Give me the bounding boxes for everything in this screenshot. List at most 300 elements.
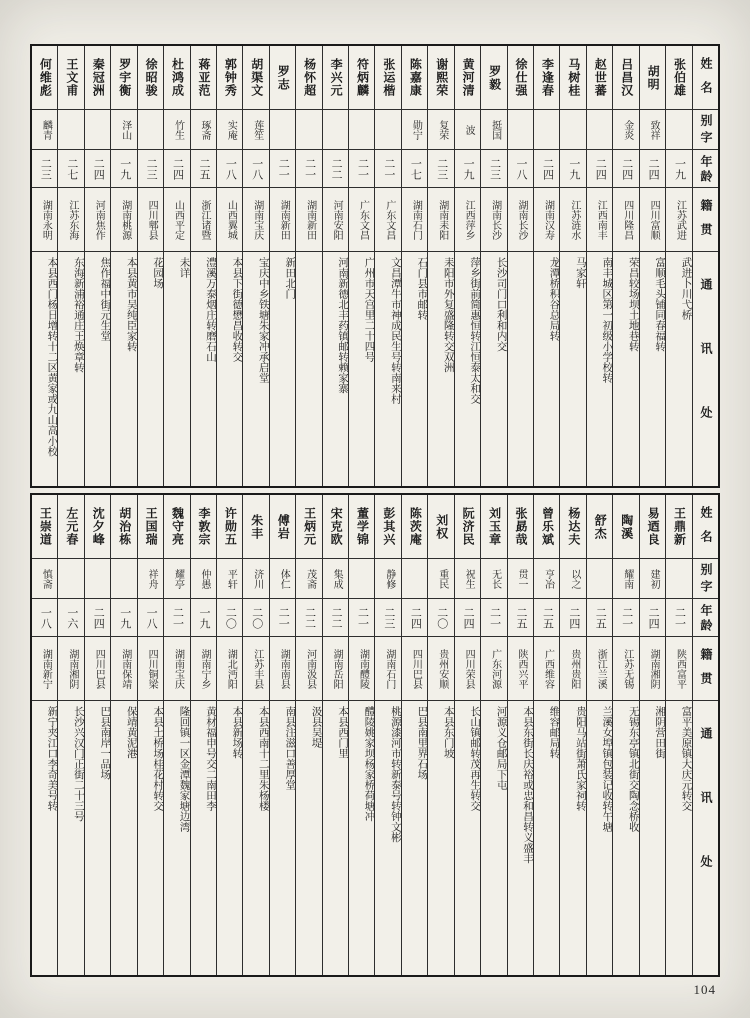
row-label-origin: 籍贯 <box>693 637 718 701</box>
person-origin: 江苏丰县 <box>243 637 268 701</box>
person-column <box>402 495 428 975</box>
person-age: 二一 <box>349 150 374 188</box>
person-column <box>296 46 322 486</box>
person-origin: 湖南永明 <box>32 188 57 252</box>
person-column <box>587 495 613 975</box>
person-contact: 湘阴营田街 <box>654 706 666 759</box>
person-name: 徐昭骏 <box>138 46 163 110</box>
person-age: 二四 <box>164 150 189 188</box>
person-origin: 四川巴县 <box>402 637 427 701</box>
person-name: 陈茨庵 <box>402 495 427 559</box>
person-contact: 桃源漆河市转新泰号转钟文彬 <box>389 706 401 843</box>
person-contact: 武进卜川弋桥 <box>680 257 692 320</box>
person-name: 蒋亚范 <box>191 46 216 110</box>
person-age: 一九 <box>560 150 585 188</box>
person-contact: 花园场 <box>152 257 164 289</box>
person-name: 沈夕峰 <box>85 495 110 559</box>
person-contact: 荣昌较场坝土地巷转 <box>627 257 639 352</box>
person-age: 一七 <box>402 150 427 188</box>
person-column <box>138 46 164 486</box>
person-alias: 金炎 <box>613 110 638 150</box>
person-column <box>534 46 560 486</box>
person-origin: 湖南石门 <box>402 188 427 252</box>
person-name: 罗宇衡 <box>111 46 136 110</box>
person-age: 二一 <box>375 150 400 188</box>
person-origin: 浙江兰溪 <box>587 637 612 701</box>
person-name: 何维彪 <box>32 46 57 110</box>
person-name: 徐仕强 <box>508 46 533 110</box>
person-origin: 陕西兴平 <box>508 637 533 701</box>
person-origin: 湖南汉寿 <box>534 188 559 252</box>
person-alias: 贯一 <box>508 559 533 599</box>
person-contact: 本县下街德懋昌收转交 <box>231 257 243 362</box>
person-name: 彭其兴 <box>375 495 400 559</box>
person-alias: 实庵 <box>217 110 242 150</box>
person-origin: 四川隆昌 <box>613 188 638 252</box>
person-name: 陈嘉康 <box>402 46 427 110</box>
person-alias <box>666 110 691 150</box>
person-alias <box>270 110 295 150</box>
person-alias: 琢斋 <box>191 110 216 150</box>
person-name: 李兴元 <box>323 46 348 110</box>
person-name: 胡渠文 <box>243 46 268 110</box>
person-name: 罗志 <box>270 46 295 110</box>
person-contact: 巴县南岸一品场 <box>99 706 111 780</box>
person-age: 二四 <box>640 150 665 188</box>
person-age: 二三 <box>138 150 163 188</box>
person-column <box>349 495 375 975</box>
person-name: 李逢春 <box>534 46 559 110</box>
person-name: 朱丰 <box>243 495 268 559</box>
person-origin: 山西翼城 <box>217 188 242 252</box>
person-column <box>560 46 586 486</box>
person-alias: 仲愚 <box>191 559 216 599</box>
person-origin: 江西南丰 <box>587 188 612 252</box>
person-contact: 本县西门里 <box>337 706 349 759</box>
person-alias: 耀南 <box>613 559 638 599</box>
person-age: 一八 <box>138 599 163 637</box>
person-contact: 新宁夹江口李奇美号转 <box>46 706 58 811</box>
person-origin: 湖南宝庆 <box>164 637 189 701</box>
person-name: 杜鸿成 <box>164 46 189 110</box>
person-alias <box>58 110 83 150</box>
person-column <box>375 46 401 486</box>
person-alias <box>666 559 691 599</box>
person-contact <box>508 252 533 486</box>
person-origin: 湖南石门 <box>375 637 400 701</box>
person-age: 二四 <box>587 150 612 188</box>
person-age: 二一 <box>270 150 295 188</box>
person-origin: 江苏无锡 <box>613 637 638 701</box>
person-age: 二〇 <box>217 599 242 637</box>
person-origin: 四川富顺 <box>640 188 665 252</box>
person-contact: 长沙司门口利和内交 <box>495 257 507 352</box>
person-contact: 保靖黄泥港 <box>125 706 137 759</box>
person-contact: 焦作福中街元生堂 <box>99 257 111 341</box>
person-origin: 江苏武进 <box>666 188 691 252</box>
person-age: 一九 <box>455 150 480 188</box>
person-alias <box>111 559 136 599</box>
person-alias: 波 <box>455 110 480 150</box>
person-origin: 四川巴县 <box>85 637 110 701</box>
page-content <box>30 44 720 977</box>
person-contact: 兰溪女埠镇包装记收转午塘 <box>601 706 613 832</box>
person-column <box>270 495 296 975</box>
row-label-column <box>693 495 718 975</box>
person-origin: 湖南宁乡 <box>191 637 216 701</box>
person-alias <box>349 110 374 150</box>
person-age: 一九 <box>191 599 216 637</box>
person-origin: 江苏涟水 <box>560 188 585 252</box>
person-age: 一九 <box>666 150 691 188</box>
person-contact: 长山镇邮转茂再生转交 <box>469 706 481 811</box>
person-alias <box>508 110 533 150</box>
person-name: 陶溪 <box>613 495 638 559</box>
person-alias: 勋宁 <box>402 110 427 150</box>
row-label-name: 姓名 <box>693 495 718 559</box>
person-column <box>349 46 375 486</box>
person-name: 李敦宗 <box>191 495 216 559</box>
person-contact: 未详 <box>178 257 190 278</box>
person-age: 二二 <box>323 599 348 637</box>
person-contact: 维容邮局转 <box>548 706 560 759</box>
person-age: 一八 <box>243 150 268 188</box>
person-name: 符炳麟 <box>349 46 374 110</box>
person-name: 马树桂 <box>560 46 585 110</box>
person-origin: 贵州安顺 <box>428 637 453 701</box>
person-origin: 湖南长沙 <box>508 188 533 252</box>
person-column <box>428 495 454 975</box>
person-alias: 麟青 <box>32 110 57 150</box>
row-label-name: 姓名 <box>693 46 718 110</box>
registry-table-bottom <box>30 493 720 977</box>
person-age: 二〇 <box>428 599 453 637</box>
person-column <box>270 46 296 486</box>
person-contact: 石门县市邮转 <box>416 257 428 320</box>
person-column <box>587 46 613 486</box>
person-origin: 四川郫县 <box>138 188 163 252</box>
person-name: 宋克欧 <box>323 495 348 559</box>
person-column <box>666 495 692 975</box>
person-age: 一九 <box>111 599 136 637</box>
person-contact: 广州市天宫里二十四号 <box>363 257 375 362</box>
person-alias: 重民 <box>428 559 453 599</box>
person-column <box>560 495 586 975</box>
person-column <box>640 46 666 486</box>
person-alias <box>560 110 585 150</box>
person-alias: 以之 <box>560 559 585 599</box>
person-name: 张运楷 <box>375 46 400 110</box>
person-alias: 建初 <box>640 559 665 599</box>
person-alias <box>323 110 348 150</box>
person-name: 刘玉章 <box>481 495 506 559</box>
person-name: 黄河清 <box>455 46 480 110</box>
person-alias <box>402 559 427 599</box>
person-origin: 河南汲县 <box>296 637 321 701</box>
person-contact: 本县东门坡 <box>442 706 454 759</box>
person-origin: 广东河源 <box>481 637 506 701</box>
person-age: 二四 <box>534 150 559 188</box>
person-column <box>375 495 401 975</box>
person-alias: 茂斋 <box>296 559 321 599</box>
person-name: 王炳元 <box>296 495 321 559</box>
row-label-column <box>693 46 718 486</box>
person-name: 杨怀超 <box>296 46 321 110</box>
person-column <box>58 46 84 486</box>
person-contact: 龙潭桥积谷总局转 <box>548 257 560 341</box>
person-age: 二五 <box>508 599 533 637</box>
person-age: 二四 <box>640 599 665 637</box>
person-origin: 广东文昌 <box>375 188 400 252</box>
person-name: 左元春 <box>58 495 83 559</box>
person-name: 魏守亮 <box>164 495 189 559</box>
person-contact: 本县新场转 <box>231 706 243 759</box>
person-alias: 耀亭 <box>164 559 189 599</box>
person-origin: 江苏东海 <box>58 188 83 252</box>
person-origin: 山西平定 <box>164 188 189 252</box>
person-column <box>640 495 666 975</box>
person-origin: 广东文昌 <box>349 188 374 252</box>
person-column <box>85 495 111 975</box>
person-contact <box>296 252 321 486</box>
person-column <box>481 495 507 975</box>
person-contact: 醴陵姚家坝杨家桥荷塘冲 <box>363 706 375 822</box>
person-name: 易迺良 <box>640 495 665 559</box>
person-column <box>191 495 217 975</box>
person-name: 罗毅 <box>481 46 506 110</box>
person-origin: 湖南保靖 <box>111 637 136 701</box>
person-origin: 四川铜梁 <box>138 637 163 701</box>
person-alias: 静修 <box>375 559 400 599</box>
person-origin: 广西维容 <box>534 637 559 701</box>
person-contact: 富平美原镇大庆元转交 <box>680 706 692 811</box>
person-age: 一九 <box>111 150 136 188</box>
person-column <box>455 46 481 486</box>
person-alias <box>296 110 321 150</box>
person-age: 二四 <box>402 599 427 637</box>
person-name: 王文甫 <box>58 46 83 110</box>
person-alias <box>375 110 400 150</box>
person-age: 一八 <box>32 599 57 637</box>
person-age: 二一 <box>481 599 506 637</box>
person-contact: 萍乡街前简惠恒转江恒泰太和交 <box>469 257 481 404</box>
person-contact: 河南新德北丰药镇邮转赖家寨 <box>337 257 349 394</box>
person-column <box>613 46 639 486</box>
person-origin: 湖南新宁 <box>32 637 57 701</box>
person-origin: 湖南岳阳 <box>323 637 348 701</box>
person-age: 二二 <box>323 150 348 188</box>
person-name: 胡治栋 <box>111 495 136 559</box>
person-name: 吕昌汉 <box>613 46 638 110</box>
person-column <box>32 46 58 486</box>
person-column <box>666 46 692 486</box>
person-contact: 本县黄市吴纯臣家转 <box>125 257 137 352</box>
person-contact: 河源义仓邮局下屯 <box>495 706 507 790</box>
person-contact: 无锡东亭镇北街交陶念桥收 <box>627 706 639 832</box>
person-age: 一六 <box>58 599 83 637</box>
person-contact: 东海新浦裕通庄王焕章转 <box>72 257 84 373</box>
row-label-age: 年龄 <box>693 150 718 188</box>
person-column <box>243 495 269 975</box>
person-origin: 湖南长沙 <box>481 188 506 252</box>
person-origin: 湖南桃源 <box>111 188 136 252</box>
person-name: 傅岩 <box>270 495 295 559</box>
person-origin: 贵州贵阳 <box>560 637 585 701</box>
person-age: 二二 <box>296 599 321 637</box>
person-column <box>323 46 349 486</box>
person-contact: 南丰城区第一初级小学校转 <box>601 257 613 383</box>
person-name: 张勗哉 <box>508 495 533 559</box>
person-column <box>296 495 322 975</box>
person-name: 刘权 <box>428 495 453 559</box>
person-contact: 南县注滋口善厚堂 <box>284 706 296 790</box>
person-age: 二一 <box>613 599 638 637</box>
person-column <box>428 46 454 486</box>
person-age: 二一 <box>666 599 691 637</box>
person-age: 二三 <box>428 150 453 188</box>
person-origin: 湖南耒阳 <box>428 188 453 252</box>
person-alias: 集成 <box>323 559 348 599</box>
person-age: 二一 <box>270 599 295 637</box>
row-label-contact: 通讯处 <box>698 278 713 470</box>
person-age: 二四 <box>613 150 638 188</box>
person-alias: 复荣 <box>428 110 453 150</box>
person-age: 二三 <box>481 150 506 188</box>
person-contact: 贵阳马站街萧氏家祠转 <box>574 706 586 811</box>
person-contact: 耒阳市外复盛隆转交双洲 <box>442 257 454 373</box>
person-alias: 挺国 <box>481 110 506 150</box>
person-alias: 慎斋 <box>32 559 57 599</box>
person-age: 一八 <box>217 150 242 188</box>
person-alias: 莲笙 <box>243 110 268 150</box>
person-age: 二五 <box>191 150 216 188</box>
person-age: 一八 <box>508 150 533 188</box>
person-origin: 湖南醴陵 <box>349 637 374 701</box>
person-origin: 湖南新田 <box>296 188 321 252</box>
person-origin: 湖南湘阴 <box>58 637 83 701</box>
person-name: 王鼎新 <box>666 495 691 559</box>
person-column <box>481 46 507 486</box>
person-column <box>191 46 217 486</box>
person-age: 二四 <box>85 150 110 188</box>
person-name: 郭钟秀 <box>217 46 242 110</box>
person-name: 舒杰 <box>587 495 612 559</box>
person-alias: 致祥 <box>640 110 665 150</box>
person-contact: 本县东街长庆裕或忠和昌转义盛丰 <box>522 706 534 864</box>
person-column <box>613 495 639 975</box>
person-contact: 本县西南十二里朱杨楼 <box>257 706 269 811</box>
person-column <box>111 495 137 975</box>
row-label-alias: 别字 <box>693 110 718 150</box>
person-name: 王国瑞 <box>138 495 163 559</box>
person-origin: 湖南宝庆 <box>243 188 268 252</box>
person-alias: 无长 <box>481 559 506 599</box>
person-alias <box>58 559 83 599</box>
person-alias <box>85 110 110 150</box>
page-number: 104 <box>693 982 716 997</box>
person-column <box>243 46 269 486</box>
person-origin: 湖南湘阴 <box>640 637 665 701</box>
person-age: 二三 <box>32 150 57 188</box>
person-contact: 本县西门杨日增转十二区黄家或九山高小校 <box>46 257 58 457</box>
person-contact: 隆回镇一区金潭魏家塘边湾 <box>178 706 190 832</box>
person-alias: 竹生 <box>164 110 189 150</box>
person-alias: 亨冶 <box>534 559 559 599</box>
person-column <box>138 495 164 975</box>
person-origin: 河南安阳 <box>323 188 348 252</box>
person-contact: 本县土桥场桂花村转交 <box>152 706 164 811</box>
row-label-contact: 通讯处 <box>698 727 713 919</box>
person-age: 二五 <box>534 599 559 637</box>
person-alias: 济川 <box>243 559 268 599</box>
person-column <box>164 495 190 975</box>
person-name: 谢熙荣 <box>428 46 453 110</box>
person-column <box>111 46 137 486</box>
person-age: 二四 <box>455 599 480 637</box>
person-age: 二三 <box>375 599 400 637</box>
person-origin: 湖北沔阳 <box>217 637 242 701</box>
person-origin: 江西萍乡 <box>455 188 480 252</box>
person-column <box>534 495 560 975</box>
person-alias <box>138 110 163 150</box>
person-name: 许勋五 <box>217 495 242 559</box>
person-age: 二一 <box>349 599 374 637</box>
person-age: 二七 <box>58 150 83 188</box>
person-column <box>58 495 84 975</box>
person-name: 阮济民 <box>455 495 480 559</box>
person-column <box>323 495 349 975</box>
person-alias: 祝生 <box>455 559 480 599</box>
person-contact: 宝庆中乡铁塘朱家冲承启堂 <box>257 257 269 383</box>
person-age: 二四 <box>560 599 585 637</box>
person-name: 胡明 <box>640 46 665 110</box>
person-contact: 长沙兴汉门正街二十三号 <box>72 706 84 822</box>
person-column <box>32 495 58 975</box>
person-column <box>217 495 243 975</box>
person-origin: 陕西富平 <box>666 637 691 701</box>
person-age: 二五 <box>587 599 612 637</box>
person-column <box>217 46 243 486</box>
row-label-alias: 别字 <box>693 559 718 599</box>
person-column <box>455 495 481 975</box>
person-name: 赵世蕃 <box>587 46 612 110</box>
person-contact: 汲县吴堤 <box>310 706 322 748</box>
person-name: 张伯雄 <box>666 46 691 110</box>
person-alias <box>85 559 110 599</box>
person-alias <box>587 559 612 599</box>
person-name: 董学锦 <box>349 495 374 559</box>
person-contact: 文昌潭牛市神成民生号转南来村 <box>389 257 401 404</box>
person-origin: 湖南新田 <box>270 188 295 252</box>
person-alias <box>349 559 374 599</box>
row-label-origin: 籍贯 <box>693 188 718 252</box>
person-origin: 河南焦作 <box>85 188 110 252</box>
person-column <box>508 46 534 486</box>
person-contact: 富顺毛头铺同春福转 <box>654 257 666 352</box>
person-name: 王崇道 <box>32 495 57 559</box>
person-alias: 祥舟 <box>138 559 163 599</box>
person-name: 曾乐斌 <box>534 495 559 559</box>
person-alias: 体仁 <box>270 559 295 599</box>
person-age: 二一 <box>296 150 321 188</box>
person-alias: 泽山 <box>111 110 136 150</box>
person-alias <box>587 110 612 150</box>
person-origin: 四川荣县 <box>455 637 480 701</box>
person-alias <box>534 110 559 150</box>
registry-table-top <box>30 44 720 488</box>
person-age: 二〇 <box>243 599 268 637</box>
person-age: 二一 <box>164 599 189 637</box>
